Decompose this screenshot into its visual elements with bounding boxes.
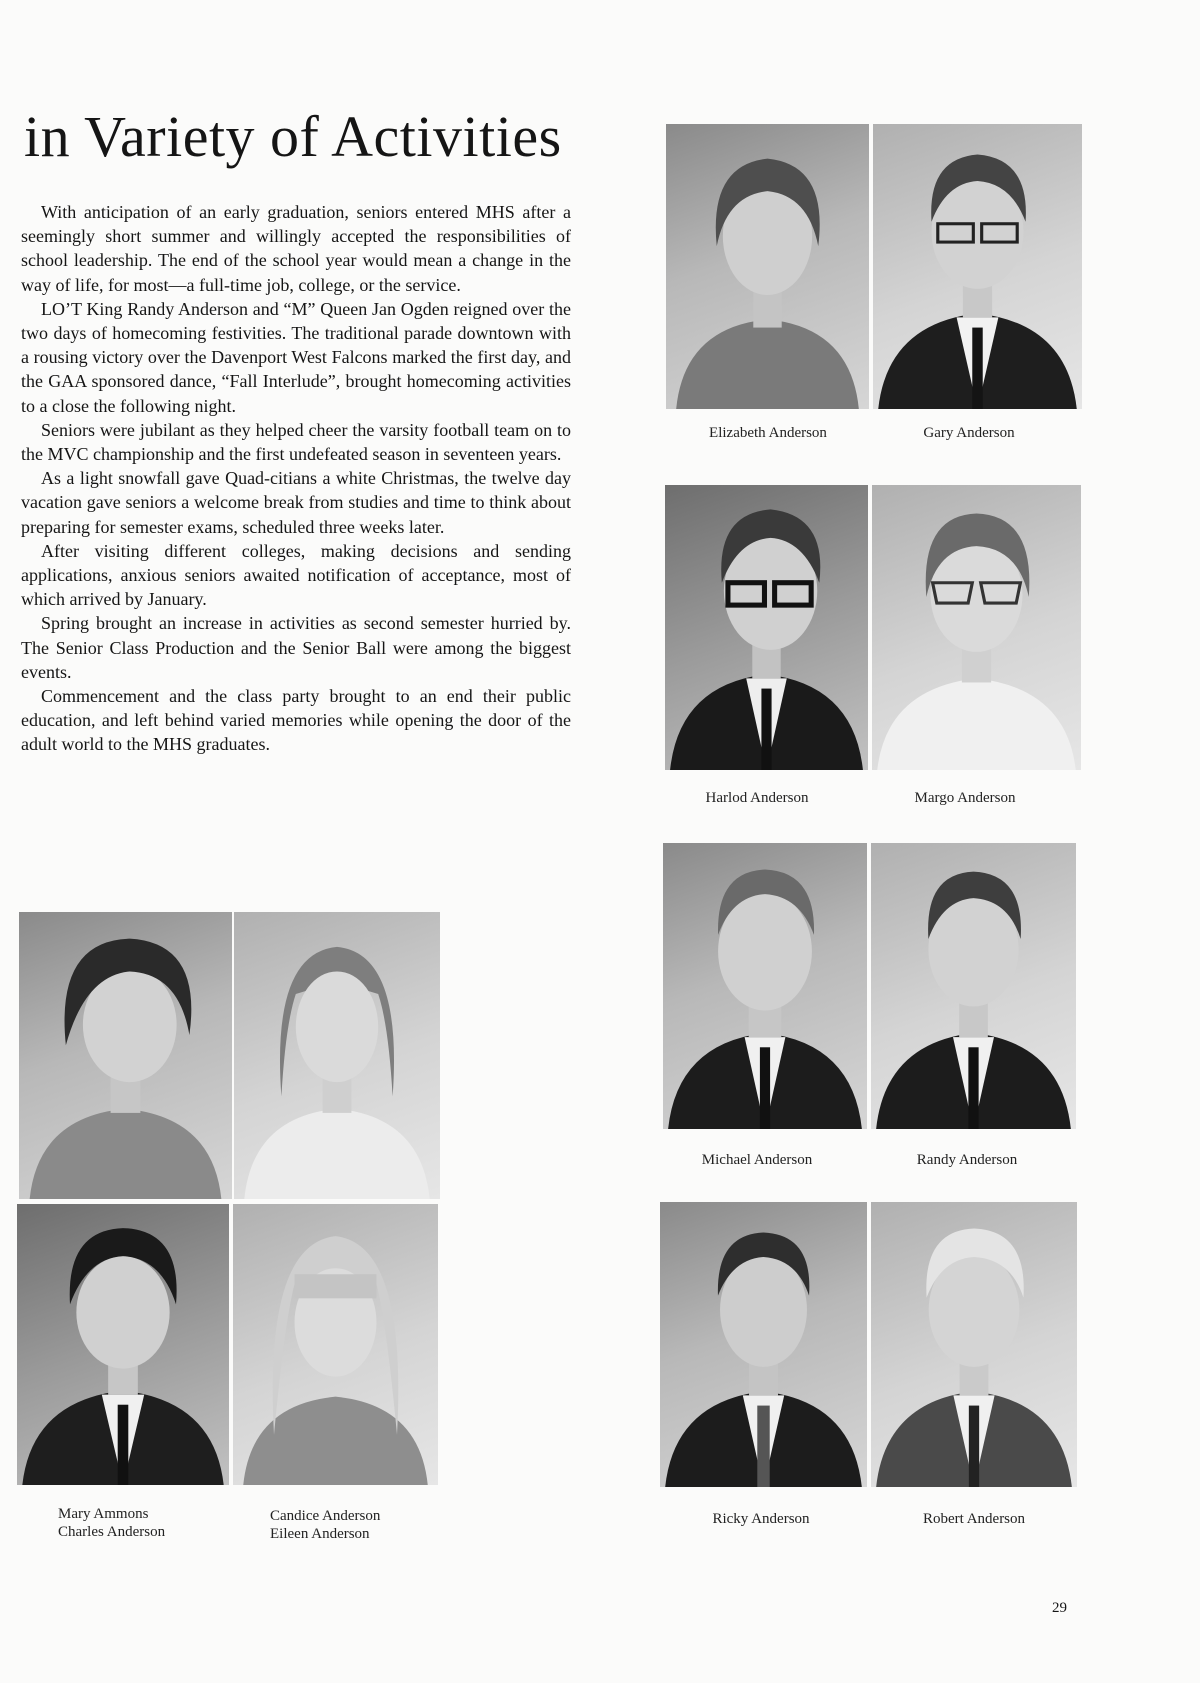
portrait-photo [19,912,232,1199]
portrait-photo [666,124,869,409]
portrait-photo [660,1202,867,1487]
portrait-caption [270,1507,480,1543]
portrait-caption: Harlod Anderson [705,790,809,806]
portrait-silhouette [873,124,1082,409]
article-paragraph: Spring brought an increase in activities as second semester hurried by. The Senior Class Production and the Senior Ball were among the biggest events. [21,613,571,682]
portrait-caption: Michael Anderson [701,1152,813,1168]
portrait-caption-line: Charles Anderson [58,1524,166,1540]
article-paragraph: As a light snowfall gave Quad-citians a white Christmas, the twelve day vacation gave seniors a welcome break from studies and time to think about preparing for semester exams, scheduled three weeks later. [21,468,571,537]
article-paragraph: Seniors were jubilant as they helped cheer the varsity football team on to the MVC championship and the first undefeated season in seventeen years. [21,419,571,465]
article-paragraph: LO’T King Randy Anderson and “M” Queen Jan Ogden reigned over the two days of homecoming festivities. The traditional parade downtown with a rousing victory over the Davenport West Falcons marked the first day, and the GAA sponsored dance, “Fall Interlude”, brought homecoming activities to a close the following night. [21,298,571,416]
article-paragraph: After visiting different colleges, making decisions and sending applications, anxious seniors awaited notification of acceptance, most of which arrived by January. [21,540,571,610]
portrait-caption-line: Candice Anderson [270,1508,381,1524]
portrait-photo [872,485,1081,770]
portrait-caption: Randy Anderson [916,1152,1018,1168]
portrait-silhouette [233,1204,438,1485]
portrait-silhouette [871,1202,1077,1487]
portrait-photo [665,485,868,770]
portrait-silhouette [660,1202,867,1487]
portrait-photo [663,843,867,1129]
portrait-caption-line: Mary Ammons [58,1506,149,1522]
portrait-silhouette [663,843,867,1129]
article-body [21,200,571,757]
portrait-caption: Ricky Anderson [712,1511,810,1527]
portrait-caption: Elizabeth Anderson [709,425,827,441]
portrait-silhouette [234,912,440,1199]
portrait-silhouette [871,843,1076,1129]
portrait-silhouette [666,124,869,409]
portrait-caption: Gary Anderson [923,425,1015,441]
portrait-silhouette [17,1204,229,1485]
portrait-caption: Margo Anderson [914,790,1016,806]
portrait-photo [873,124,1082,409]
portrait-photo [871,1202,1077,1487]
portrait-photo [233,1204,438,1485]
portrait-photo [17,1204,229,1485]
portrait-caption-line: Eileen Anderson [270,1526,370,1542]
page-number: 29 [1052,1600,1067,1616]
portrait-silhouette [19,912,232,1199]
article-paragraph: Commencement and the class party brought to an end their public education, and left behind varied memories while opening the door of the adult world to the MHS graduates. [21,686,571,755]
portrait-silhouette [872,485,1081,770]
article-paragraph: With anticipation of an early graduation, seniors entered MHS after a seemingly short summer and willingly accepted the responsibilities of school leadership. The end of the school year would mean a change in the way of life, for most—a full-time job, college, or the service. [21,202,571,295]
portrait-silhouette [665,485,868,770]
page-heading: in Variety of Activities [24,104,562,169]
portrait-photo [871,843,1076,1129]
portrait-caption [58,1505,268,1541]
portrait-caption: Robert Anderson [922,1511,1026,1527]
portrait-photo [234,912,440,1199]
